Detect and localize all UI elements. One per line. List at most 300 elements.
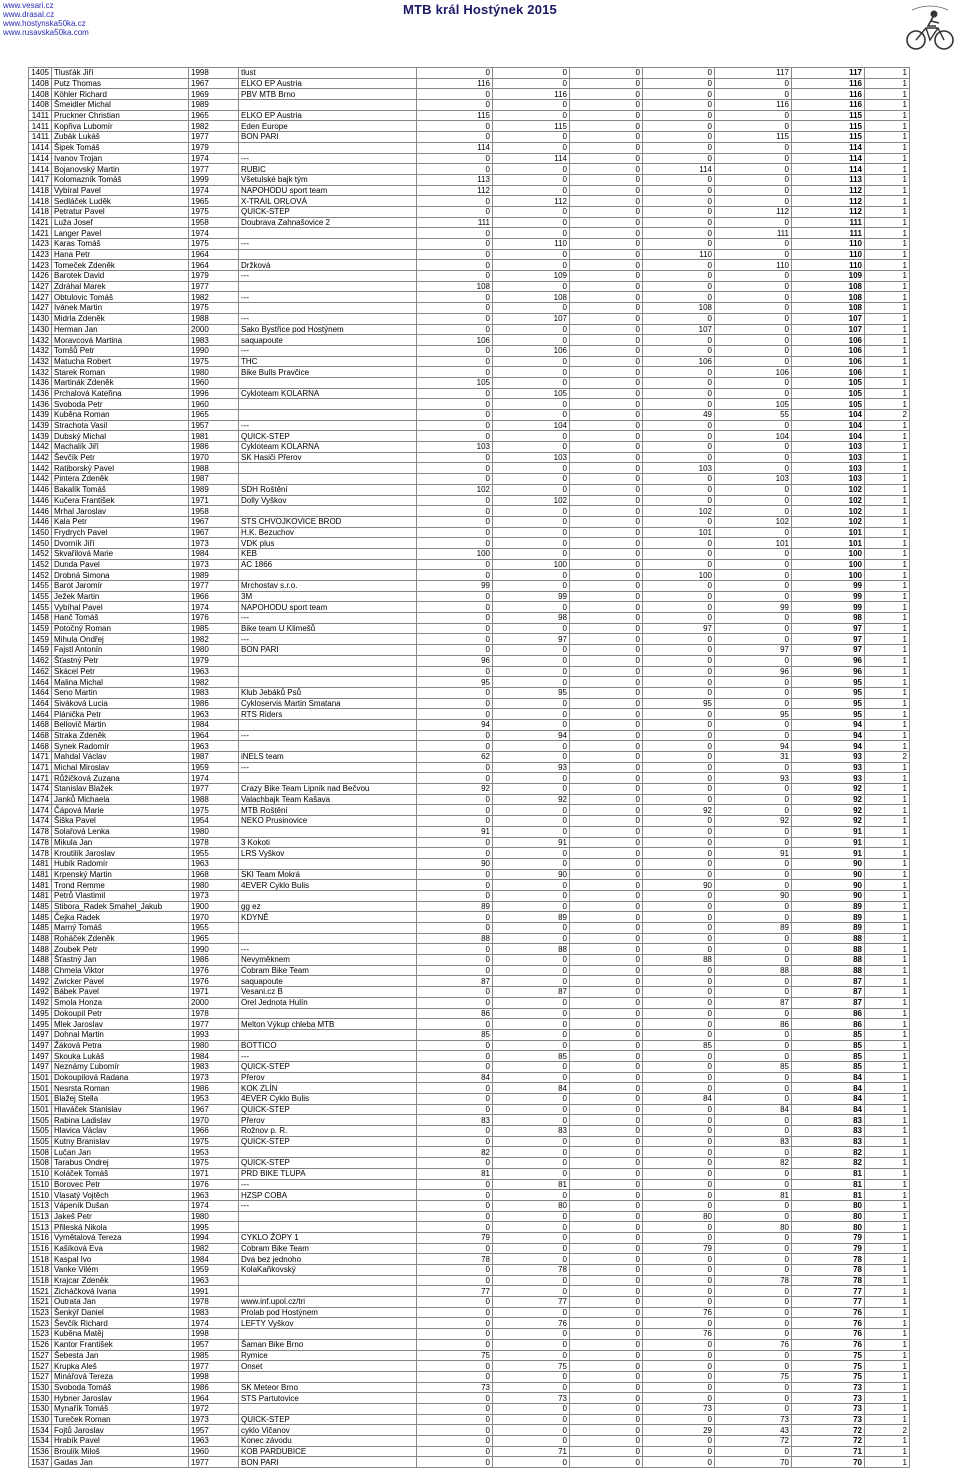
table-row [29, 174, 910, 185]
rank-cell: 1427 [29, 281, 52, 292]
race5-cell: 103 [715, 474, 792, 485]
total-cell: 111 [792, 217, 865, 228]
name-cell: Šťastný Petr [52, 655, 189, 666]
table-row [29, 1297, 910, 1308]
race2-cell: 0 [493, 217, 570, 228]
table-row [29, 1371, 910, 1382]
race3-cell: 0 [570, 1179, 643, 1190]
name-cell: Kuběna Matěj [52, 1329, 189, 1340]
race2-cell: 87 [493, 987, 570, 998]
race5-cell: 0 [715, 912, 792, 923]
race3-cell: 0 [570, 110, 643, 121]
table-row [29, 1318, 910, 1329]
race3-cell: 0 [570, 987, 643, 998]
races-count-cell: 1 [865, 730, 910, 741]
race5-cell: 0 [715, 933, 792, 944]
race1-cell: 0 [417, 1265, 493, 1276]
club-cell: BON PARI [239, 132, 417, 143]
rank-cell: 1516 [29, 1243, 52, 1254]
club-cell: STS CHVOJKOVICE BROD [239, 516, 417, 527]
race3-cell: 0 [570, 1393, 643, 1404]
race5-cell: 0 [715, 559, 792, 570]
total-cell: 91 [792, 826, 865, 837]
rank-cell: 1513 [29, 1211, 52, 1222]
race3-cell: 0 [570, 1211, 643, 1222]
race4-cell: 0 [643, 1072, 715, 1083]
races-count-cell: 1 [865, 698, 910, 709]
race5-cell: 0 [715, 869, 792, 880]
year-cell: 1960 [189, 377, 239, 388]
race1-cell: 0 [417, 506, 493, 517]
race3-cell: 0 [570, 121, 643, 132]
race3-cell: 0 [570, 1329, 643, 1340]
club-cell: KOK ZLÍN [239, 1083, 417, 1094]
total-cell: 114 [792, 164, 865, 175]
total-cell: 85 [792, 1061, 865, 1072]
name-cell: Hana Petr [52, 249, 189, 260]
rank-cell: 1436 [29, 377, 52, 388]
year-cell: 1975 [189, 805, 239, 816]
club-cell [239, 410, 417, 421]
race1-cell: 0 [417, 463, 493, 474]
race4-cell: 0 [643, 1232, 715, 1243]
total-cell: 75 [792, 1361, 865, 1372]
race5-cell: 111 [715, 228, 792, 239]
race2-cell: 0 [493, 1168, 570, 1179]
race2-cell: 110 [493, 239, 570, 250]
total-cell: 83 [792, 1136, 865, 1147]
race1-cell: 0 [417, 923, 493, 934]
race4-cell: 0 [643, 965, 715, 976]
race4-cell: 0 [643, 452, 715, 463]
total-cell: 76 [792, 1329, 865, 1340]
total-cell: 90 [792, 880, 865, 891]
table-row [29, 228, 910, 239]
race3-cell: 0 [570, 858, 643, 869]
rank-cell: 1432 [29, 345, 52, 356]
rank-cell: 1536 [29, 1446, 52, 1457]
race4-cell: 0 [643, 666, 715, 677]
header-link[interactable]: www.drasal.cz [3, 10, 55, 19]
race1-cell: 0 [417, 68, 493, 79]
race2-cell: 81 [493, 1179, 570, 1190]
table-row [29, 1126, 910, 1137]
total-cell: 104 [792, 420, 865, 431]
rank-cell: 1474 [29, 794, 52, 805]
race1-cell: 0 [417, 1414, 493, 1425]
total-cell: 88 [792, 955, 865, 966]
race5-cell: 92 [715, 816, 792, 827]
race5-cell: 0 [715, 955, 792, 966]
race4-cell: 0 [643, 1382, 715, 1393]
year-cell: 1967 [189, 1104, 239, 1115]
race3-cell: 0 [570, 324, 643, 335]
race2-cell: 0 [493, 463, 570, 474]
race2-cell: 0 [493, 1275, 570, 1286]
name-cell: Čápová Marie [52, 805, 189, 816]
race1-cell: 82 [417, 1147, 493, 1158]
total-cell: 75 [792, 1350, 865, 1361]
race3-cell: 0 [570, 1339, 643, 1350]
name-cell: Kala Petr [52, 516, 189, 527]
race3-cell: 0 [570, 1094, 643, 1105]
name-cell: Mynařík Tomáš [52, 1403, 189, 1414]
race2-cell: 0 [493, 784, 570, 795]
races-count-cell: 1 [865, 1179, 910, 1190]
name-cell: Bojanovský Martin [52, 164, 189, 175]
race4-cell: 0 [643, 730, 715, 741]
total-cell: 114 [792, 153, 865, 164]
race3-cell: 0 [570, 1115, 643, 1126]
race5-cell: 0 [715, 1329, 792, 1340]
table-row [29, 1265, 910, 1276]
race5-cell: 0 [715, 452, 792, 463]
races-count-cell: 1 [865, 1232, 910, 1243]
club-cell: --- [239, 345, 417, 356]
name-cell: Šťastný Jan [52, 955, 189, 966]
name-cell: Ratiborský Pavel [52, 463, 189, 474]
total-cell: 76 [792, 1339, 865, 1350]
header-link[interactable]: www.rusavska50ka.com [3, 28, 89, 37]
year-cell: 1977 [189, 281, 239, 292]
total-cell: 106 [792, 335, 865, 346]
race1-cell: 0 [417, 880, 493, 891]
year-cell: 1973 [189, 1414, 239, 1425]
race2-cell: 0 [493, 1147, 570, 1158]
year-cell: 1974 [189, 185, 239, 196]
table-row [29, 271, 910, 282]
race5-cell: 0 [715, 484, 792, 495]
rank-cell: 1411 [29, 110, 52, 121]
race4-cell: 0 [643, 976, 715, 987]
race3-cell: 0 [570, 880, 643, 891]
races-count-cell: 1 [865, 228, 910, 239]
rank-cell: 1468 [29, 719, 52, 730]
total-cell: 79 [792, 1243, 865, 1254]
race1-cell: 0 [417, 1243, 493, 1254]
race4-cell: 0 [643, 281, 715, 292]
year-cell: 1975 [189, 303, 239, 314]
club-cell: 4EVER Cyklo Bulis [239, 1094, 417, 1105]
race2-cell: 71 [493, 1446, 570, 1457]
race1-cell: 0 [417, 313, 493, 324]
name-cell: Ivanov Trojan [52, 153, 189, 164]
race5-cell: 0 [715, 1147, 792, 1158]
club-cell [239, 677, 417, 688]
club-cell: Cobram Bike Team [239, 1243, 417, 1254]
club-cell [239, 1403, 417, 1414]
rank-cell: 1508 [29, 1158, 52, 1169]
header-link[interactable]: www.vesari.cz [3, 1, 54, 10]
club-cell: tlust [239, 68, 417, 79]
race4-cell: 0 [643, 538, 715, 549]
club-cell: STS Partutovice [239, 1393, 417, 1404]
club-cell: QUICK-STEP [239, 1061, 417, 1072]
total-cell: 96 [792, 666, 865, 677]
race1-cell: 0 [417, 260, 493, 271]
total-cell: 94 [792, 730, 865, 741]
race3-cell: 0 [570, 292, 643, 303]
name-cell: Zubák Lukáš [52, 132, 189, 143]
club-cell [239, 228, 417, 239]
race3-cell: 0 [570, 1147, 643, 1158]
total-cell: 104 [792, 410, 865, 421]
race5-cell: 0 [715, 185, 792, 196]
race4-cell: 0 [643, 174, 715, 185]
table-row [29, 1339, 910, 1350]
race3-cell: 0 [570, 1019, 643, 1030]
total-cell: 108 [792, 303, 865, 314]
race4-cell: 0 [643, 142, 715, 153]
race4-cell: 0 [643, 773, 715, 784]
race1-cell: 91 [417, 826, 493, 837]
table-row [29, 303, 910, 314]
races-count-cell: 1 [865, 1329, 910, 1340]
race1-cell: 0 [417, 570, 493, 581]
name-cell: Plánička Petr [52, 709, 189, 720]
rank-cell: 1505 [29, 1126, 52, 1137]
year-cell: 1976 [189, 613, 239, 624]
race4-cell: 0 [643, 1414, 715, 1425]
table-row [29, 1200, 910, 1211]
table-row [29, 410, 910, 421]
name-cell: Vymětalová Tereza [52, 1232, 189, 1243]
race1-cell: 0 [417, 1104, 493, 1115]
race4-cell: 0 [643, 1254, 715, 1265]
header-link[interactable]: www.hostynska50ka.cz [3, 19, 86, 28]
total-cell: 97 [792, 634, 865, 645]
year-cell: 1963 [189, 858, 239, 869]
club-cell [239, 377, 417, 388]
name-cell: Šebesta Jan [52, 1350, 189, 1361]
year-cell: 1967 [189, 516, 239, 527]
race1-cell: 0 [417, 228, 493, 239]
year-cell: 1980 [189, 826, 239, 837]
name-cell: Moravcová Martina [52, 335, 189, 346]
total-cell: 102 [792, 506, 865, 517]
races-count-cell: 1 [865, 1136, 910, 1147]
name-cell: Mlek Jaroslav [52, 1019, 189, 1030]
year-cell: 1960 [189, 1446, 239, 1457]
table-row [29, 1104, 910, 1115]
table-row [29, 474, 910, 485]
year-cell: 1980 [189, 645, 239, 656]
table-row [29, 1051, 910, 1062]
race5-cell: 0 [715, 730, 792, 741]
race3-cell: 0 [570, 965, 643, 976]
race3-cell: 0 [570, 773, 643, 784]
race5-cell: 102 [715, 516, 792, 527]
race2-cell: 92 [493, 794, 570, 805]
race5-cell: 117 [715, 68, 792, 79]
race2-cell: 73 [493, 1393, 570, 1404]
races-count-cell: 1 [865, 1115, 910, 1126]
races-count-cell: 1 [865, 303, 910, 314]
rank-cell: 1417 [29, 174, 52, 185]
club-cell: QUICK-STEP [239, 431, 417, 442]
club-cell [239, 303, 417, 314]
total-cell: 103 [792, 442, 865, 453]
race1-cell: 0 [417, 602, 493, 613]
races-count-cell: 1 [865, 666, 910, 677]
races-count-cell: 1 [865, 335, 910, 346]
race4-cell: 0 [643, 1126, 715, 1137]
year-cell: 1998 [189, 1371, 239, 1382]
races-count-cell: 1 [865, 1457, 910, 1468]
race1-cell: 0 [417, 1297, 493, 1308]
rank-cell: 1481 [29, 880, 52, 891]
race1-cell: 0 [417, 1083, 493, 1094]
race4-cell: 0 [643, 1457, 715, 1468]
race3-cell: 0 [570, 388, 643, 399]
year-cell: 1982 [189, 292, 239, 303]
race1-cell: 90 [417, 858, 493, 869]
race1-cell: 0 [417, 1425, 493, 1436]
race2-cell: 0 [493, 976, 570, 987]
club-cell [239, 249, 417, 260]
race1-cell: 0 [417, 1040, 493, 1051]
race4-cell: 79 [643, 1243, 715, 1254]
name-cell: Frydrych Pavel [52, 527, 189, 538]
rank-cell: 1510 [29, 1179, 52, 1190]
year-cell: 1986 [189, 1083, 239, 1094]
race2-cell: 0 [493, 1040, 570, 1051]
rank-cell: 1455 [29, 581, 52, 592]
club-cell: --- [239, 762, 417, 773]
race5-cell: 0 [715, 1029, 792, 1040]
race3-cell: 0 [570, 719, 643, 730]
rank-cell: 1485 [29, 912, 52, 923]
race2-cell: 0 [493, 709, 570, 720]
name-cell: Tomeček Zdeněk [52, 260, 189, 271]
name-cell: Langer Pavel [52, 228, 189, 239]
race4-cell: 114 [643, 164, 715, 175]
year-cell: 1986 [189, 1382, 239, 1393]
total-cell: 88 [792, 965, 865, 976]
races-count-cell: 1 [865, 784, 910, 795]
race3-cell: 0 [570, 784, 643, 795]
race3-cell: 0 [570, 912, 643, 923]
year-cell: 1980 [189, 1040, 239, 1051]
name-cell: Obtulovic Tomáš [52, 292, 189, 303]
year-cell: 1989 [189, 484, 239, 495]
name-cell: Barotek David [52, 271, 189, 282]
race5-cell: 0 [715, 313, 792, 324]
races-count-cell: 1 [865, 773, 910, 784]
name-cell: Svoboda Tomáš [52, 1382, 189, 1393]
year-cell: 1984 [189, 548, 239, 559]
name-cell: Hlavica Václav [52, 1126, 189, 1137]
race5-cell: 91 [715, 848, 792, 859]
race1-cell: 0 [417, 730, 493, 741]
race2-cell: 0 [493, 1339, 570, 1350]
table-row [29, 1243, 910, 1254]
race1-cell: 92 [417, 784, 493, 795]
race5-cell: 0 [715, 687, 792, 698]
race1-cell: 0 [417, 997, 493, 1008]
total-cell: 106 [792, 367, 865, 378]
race5-cell: 0 [715, 217, 792, 228]
total-cell: 104 [792, 431, 865, 442]
club-cell [239, 474, 417, 485]
rank-cell: 1521 [29, 1297, 52, 1308]
race1-cell: 0 [417, 634, 493, 645]
race3-cell: 0 [570, 1232, 643, 1243]
club-cell: SK Meteor Brno [239, 1382, 417, 1393]
race1-cell: 0 [417, 271, 493, 282]
races-count-cell: 1 [865, 292, 910, 303]
race5-cell: 110 [715, 260, 792, 271]
race5-cell: 94 [715, 741, 792, 752]
total-cell: 92 [792, 794, 865, 805]
race1-cell: 0 [417, 1339, 493, 1350]
race3-cell: 0 [570, 399, 643, 410]
race3-cell: 0 [570, 602, 643, 613]
race1-cell: 0 [417, 987, 493, 998]
race5-cell: 0 [715, 345, 792, 356]
race5-cell: 0 [715, 1403, 792, 1414]
race2-cell: 0 [493, 1382, 570, 1393]
race3-cell: 0 [570, 645, 643, 656]
race4-cell: 0 [643, 1297, 715, 1308]
year-cell: 1988 [189, 794, 239, 805]
rank-cell: 1408 [29, 78, 52, 89]
rank-cell: 1492 [29, 997, 52, 1008]
table-row [29, 1403, 910, 1414]
name-cell: Kaspal Ivo [52, 1254, 189, 1265]
club-cell: QUICK-STEP [239, 1136, 417, 1147]
race1-cell: 0 [417, 1211, 493, 1222]
race3-cell: 0 [570, 1297, 643, 1308]
total-cell: 115 [792, 121, 865, 132]
name-cell: Zdráhal Marek [52, 281, 189, 292]
table-row [29, 1019, 910, 1030]
year-cell: 1977 [189, 132, 239, 143]
race4-cell: 0 [643, 89, 715, 100]
races-count-cell: 1 [865, 1008, 910, 1019]
race5-cell: 0 [715, 581, 792, 592]
total-cell: 93 [792, 752, 865, 763]
race2-cell: 0 [493, 410, 570, 421]
race3-cell: 0 [570, 1361, 643, 1372]
race2-cell: 98 [493, 613, 570, 624]
name-cell: Skácel Petr [52, 666, 189, 677]
race1-cell: 0 [417, 1307, 493, 1318]
race4-cell: 0 [643, 816, 715, 827]
race1-cell: 0 [417, 1061, 493, 1072]
race5-cell: 0 [715, 1382, 792, 1393]
rank-cell: 1442 [29, 463, 52, 474]
race5-cell: 97 [715, 645, 792, 656]
race1-cell: 0 [417, 196, 493, 207]
race2-cell: 115 [493, 121, 570, 132]
rank-cell: 1518 [29, 1275, 52, 1286]
table-row [29, 1232, 910, 1243]
year-cell: 1960 [189, 399, 239, 410]
rank-cell: 1427 [29, 303, 52, 314]
race4-cell: 0 [643, 677, 715, 688]
race2-cell: 83 [493, 1126, 570, 1137]
rank-cell: 1421 [29, 217, 52, 228]
total-cell: 101 [792, 527, 865, 538]
races-count-cell: 1 [865, 399, 910, 410]
club-cell [239, 399, 417, 410]
race5-cell: 73 [715, 1414, 792, 1425]
total-cell: 100 [792, 570, 865, 581]
mtb-king-logo [904, 2, 956, 52]
table-row [29, 901, 910, 912]
table-row [29, 826, 910, 837]
